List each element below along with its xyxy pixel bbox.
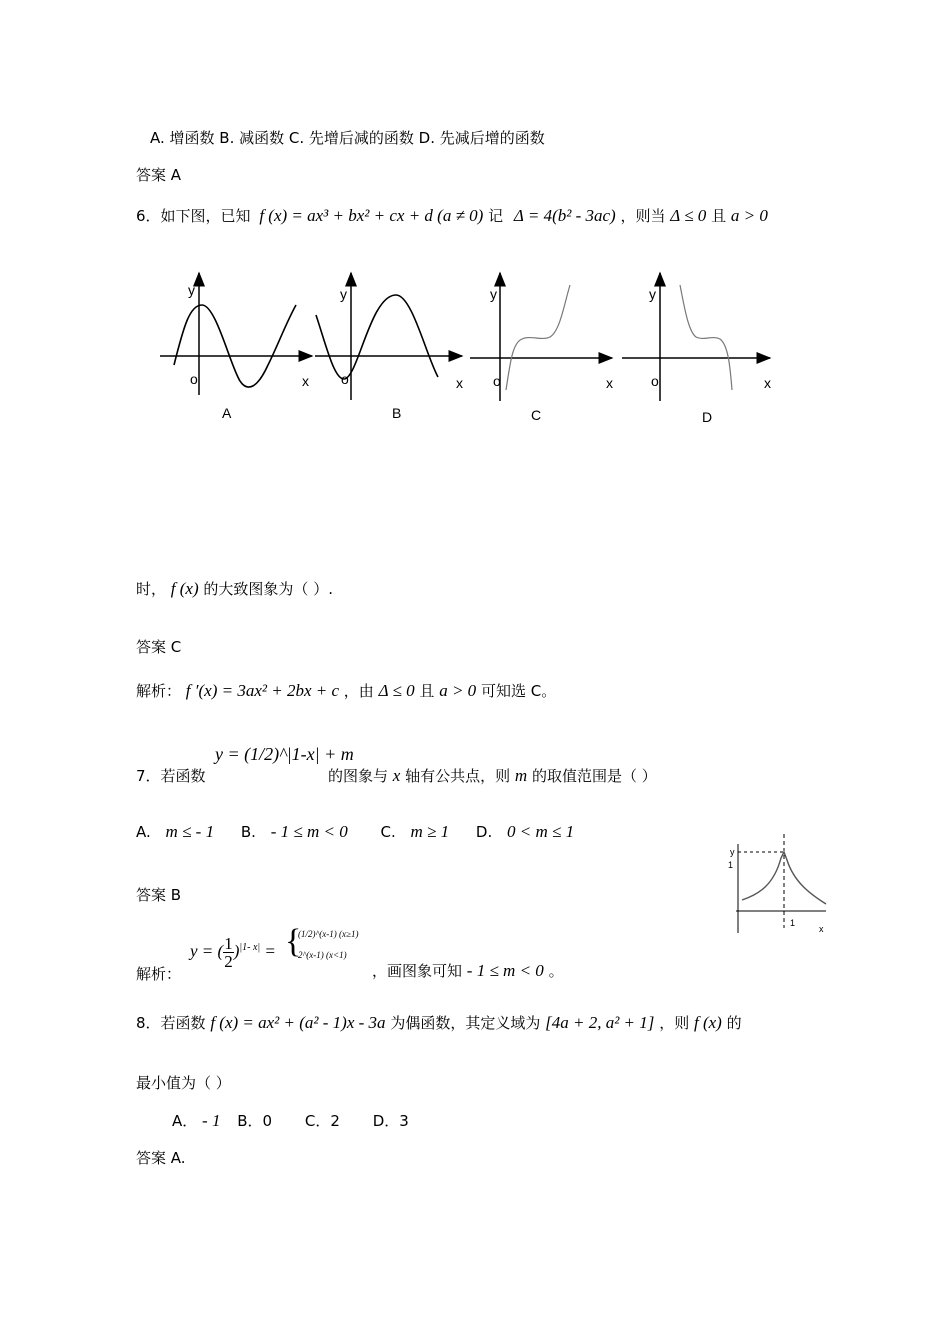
q6-analysis-mid: ，由	[343, 682, 374, 700]
graph-d	[622, 273, 771, 425]
q7-mini-y: y	[730, 847, 735, 857]
q7-analysis-prefix: 解析：	[136, 965, 182, 983]
graph-c-origin: o	[493, 373, 501, 389]
q7-answer: 答案 B	[136, 886, 182, 904]
q8-opt-d: D．3	[372, 1112, 409, 1130]
graph-d-origin: o	[651, 373, 659, 389]
q6-formula: f (x) = ax³ + bx² + cx + d (a ≠ 0)	[259, 206, 484, 225]
q8-answer: 答案 A.	[136, 1149, 186, 1167]
q6-tail-prefix: 时，	[136, 580, 167, 598]
q7-analysis-rest	[372, 960, 564, 981]
graph-b-origin: o	[341, 371, 349, 387]
q7-stem-mid: 的图象与	[328, 767, 389, 785]
q8-domain: [4a + 2, a² + 1]	[545, 1013, 655, 1032]
q6-graphs	[150, 265, 790, 435]
graph-a-y: y	[188, 282, 195, 298]
q7-options	[136, 822, 574, 842]
q8-stem-mid2: ，则	[659, 1014, 690, 1032]
q6-tail	[136, 578, 333, 599]
q7-mini-one-x: 1	[790, 918, 796, 928]
q6-analysis-prefix: 解析：	[136, 682, 182, 700]
q6-cond2: a > 0	[730, 206, 768, 225]
graph-c-x: x	[606, 375, 613, 391]
q6-analysis-c2: a > 0	[439, 681, 477, 700]
graph-d-label: D	[702, 409, 713, 425]
q8-opt-a: - 1	[202, 1111, 221, 1130]
q6-stem-mid2: ，则当	[620, 207, 666, 225]
q8-fx: f (x)	[693, 1013, 722, 1032]
q6-tail-fx: f (x)	[170, 579, 199, 598]
q7-stem-mid2: 轴有公共点，则	[405, 767, 511, 785]
q8-opt-c: C．2	[304, 1112, 340, 1130]
q8-options	[172, 1110, 409, 1131]
q6-and: 且	[711, 207, 727, 225]
q6-stem	[136, 205, 768, 226]
graph-b	[315, 273, 463, 421]
q6-delta-def: Δ = 4(b² - 3ac)	[513, 206, 616, 225]
q7-opt-c-label: C.	[380, 823, 396, 841]
q7-analysis-suffix: ，画图象可知	[372, 962, 463, 980]
q7-brace: {	[285, 923, 302, 960]
graph-a-label: A	[222, 405, 232, 421]
graph-b-x: x	[456, 375, 463, 391]
q6-tail-suffix: 的大致图象为（ ）.	[203, 580, 333, 598]
q7-x: x	[392, 766, 401, 785]
graph-c-y: y	[490, 286, 497, 302]
q7-piece2: 2^(x-1) (x<1)	[298, 950, 347, 960]
q6-analysis-and: 且	[419, 682, 435, 700]
q6-answer: 答案 C	[136, 638, 182, 656]
q7-func: y = (1/2)^|1-x| + m	[215, 744, 354, 764]
q7-analysis-lhs: y = ( $\frac{1}{2}$ )$^{|1- x|}$ =	[190, 934, 276, 971]
graph-c	[470, 273, 613, 423]
graph-a	[160, 273, 312, 421]
q7-opt-c: m ≥ 1	[410, 822, 450, 841]
q7-analysis-end: 。	[548, 962, 564, 980]
q7-mini-one-y: 1	[728, 860, 734, 870]
q7-opt-a: m ≤ - 1	[165, 822, 215, 841]
q7-opt-b: - 1 ≤ m < 0	[270, 822, 348, 841]
q7-mini-graph	[726, 828, 832, 938]
q7-opt-b-label: B.	[240, 823, 256, 841]
q6-stem-mid: 记	[488, 207, 504, 225]
graph-d-x: x	[764, 375, 771, 391]
q7-stem-prefix: 7．若函数	[136, 767, 206, 785]
q8-stem	[136, 1012, 742, 1033]
q6-stem-prefix: 6．如下图，已知	[136, 207, 251, 225]
q8-opt-a-label: A．	[172, 1112, 198, 1130]
graph-b-label: B	[392, 405, 402, 421]
graph-a-origin: o	[190, 371, 198, 387]
q7-opt-d-label: D.	[475, 823, 493, 841]
q6-analysis	[136, 680, 556, 701]
q8-func: f (x) = ax² + (a² - 1)x - 3a	[210, 1013, 386, 1032]
q5-answer: 答案 A	[136, 166, 182, 184]
q6-analysis-suffix: 可知选 C。	[480, 682, 557, 700]
q8-stem-mid: 为偶函数，其定义域为	[390, 1014, 541, 1032]
q7-opt-a-label: A.	[136, 823, 151, 841]
q8-opt-b: B．0	[237, 1112, 273, 1130]
q7-stem-suffix: 的取值范围是（ ）	[531, 767, 657, 785]
q5-options: A. 增函数 B. 减函数 C. 先增后减的函数 D. 先减后增的函数	[150, 129, 545, 147]
q7-m: m	[514, 766, 528, 785]
q8-line2: 最小值为（ ）	[136, 1074, 231, 1092]
q7-opt-d: 0 < m ≤ 1	[507, 822, 575, 841]
q8-stem-suffix: 的	[726, 1014, 742, 1032]
q7-mini-x: x	[819, 924, 824, 934]
q6-analysis-formula: f ′(x) = 3ax² + 2bx + c	[185, 681, 340, 700]
q7-analysis-range: - 1 ≤ m < 0	[466, 961, 544, 980]
q8-stem-prefix: 8．若函数	[136, 1014, 206, 1032]
q6-analysis-c1: Δ ≤ 0	[378, 681, 415, 700]
graph-c-label: C	[531, 407, 542, 423]
q7-piece1: (1/2)^(x-1) (x≥1)	[298, 929, 359, 939]
q6-cond1: Δ ≤ 0	[670, 206, 707, 225]
q7-stem-rest	[328, 765, 657, 786]
graph-d-y: y	[649, 286, 656, 302]
graph-a-x: x	[302, 373, 309, 389]
graph-b-y: y	[340, 286, 347, 302]
